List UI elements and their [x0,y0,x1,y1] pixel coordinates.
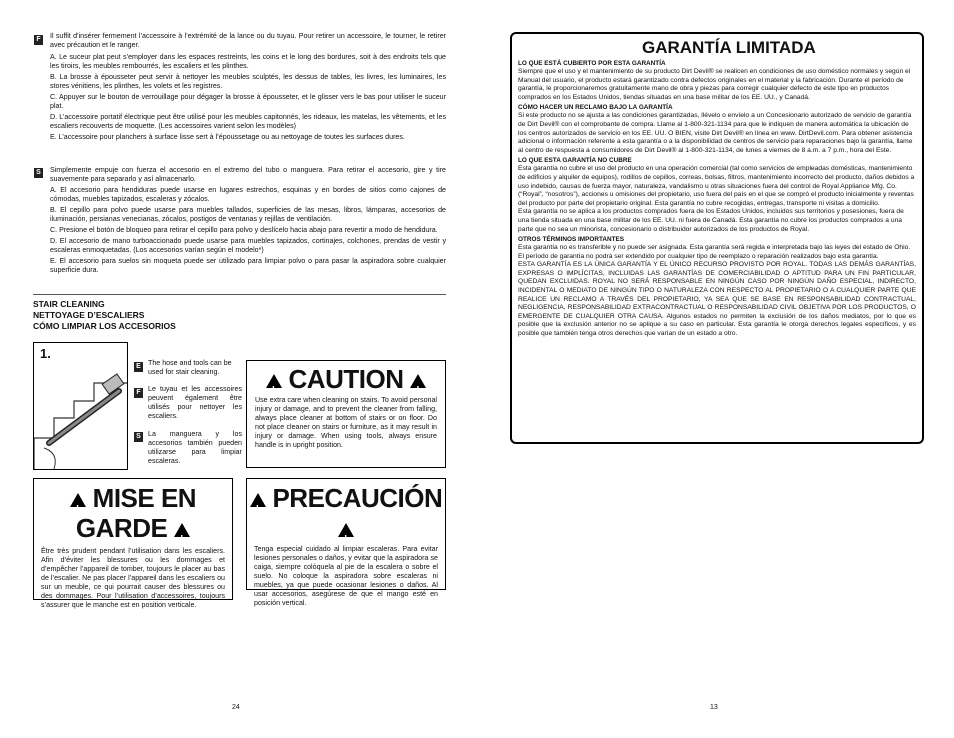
page-number-left: 24 [232,704,240,711]
french-item-d: D. L’accessoire portatif électrique peut être utilisé pour les meubles capitonnés, les rideaux, les matelas, les vêtements, et les escaliers recouverts de moquette. (Les accessoires varient selon les modèles) [50,113,446,130]
spanish-item-a: A. El accesorio para hendiduras puede usarse en lugares estrechos, esquinas y en bordes de sitios como cajones de cómodas, muebles tapizados, escaleras y zócalos. [50,186,446,203]
warranty-claim-body: Si este producto no se ajusta a las condiciones garantizadas, llévelo o envíelo a un Concesionario autorizado de servicio de garantía de Dirt Devil® con el comprobante de compra. Llame al 1-800-321-1134 para que le indiquen de manera automática la ubicación de los centros autorizados de servicio en los EE. UU. O BIEN, visite Dirt Devil® en línea en www. DirtDevil.com. Para obtener asistencia adicional o información referente a esta garantía o a la disponibilidad de centros de servicio para reparaciones bajo la garantía, llame al centro de respuesta a consumidores de Dirt Devil® al 1-800-321-1134, de lunes a viernes de 8 a.m. a 7 p.m., hora del Este. [518,112,913,154]
warning-triangle-icon [250,493,266,507]
warranty-covered-body: Siempre que el uso y el mantenimiento de su producto Dirt Devil® se realicen en condiciones de uso doméstico normales y según el Manual del usuario, el producto estará garantizado contra defectos originales en el material y la fabricación. Durante el período de garantía, le proporcionaremos gratuitamente mano de obra y piezas para corregir cualquier defecto de este tipo en productos comprados en los Estados Unidos, tiendas situadas en una base militar de los EE. UU., y Canadá. [518,68,911,101]
french-accessories-text [50,32,446,144]
precaucion-body: Tenga especial cuidado al limpiar escaleras. Para evitar lesiones personales o daños, y evitar que la aspiradora se caiga, siempre colóquela al pie de la escalera o sobre el suelo. No coloque la aspiradora sobre escaleras ni muebles, ya que puede ocasionar lesiones o daños. Al usar accesorios, asegúrese de que el mango esté en posición vertical. [254,545,438,607]
mise-en-garde-title: MISE EN GARDE [75,483,197,543]
stair-cleaning-illustration [34,343,127,469]
mise-en-garde-body: Être très prudent pendant l’utilisation dans les escaliers. Afin d’éviter les blessures ou les dommages et d’empêcher l’appareil de tomber, toujours le placer au bas de l’escalier. Ne pas placer l’appareil dans les escaliers ou sur un meuble, ce qui pourrait causer des blessures ou des dommages. Pour l’utilisation d’accessoires, toujours s’assurer que le manche est en position verticale. [41,547,225,609]
spanish-item-e: E. El accesorio para suelos sin moqueta puede ser utilizado para limpiar polvo o para pasar la aspiradora sobre cualquier superficie dura. [50,257,446,274]
mise-en-garde-box [33,478,233,609]
warning-triangle-icon [70,493,86,507]
page-number-right: 13 [710,704,718,711]
caption-english: The hose and tools can be used for stair cleaning. [148,359,232,376]
caption-spanish: La manguera y los accesorios también pueden utilizarse para limpiar escaleras. [148,430,242,465]
warranty-not-covered-body-2: Esta garantía no se aplica a los productos comprados fuera de los Estados Unidos, incluidos sus territorios y posesiones, fuera de una tienda situada en una base militar de los EE. UU. ni fuera de Canadá. Esta garantía no cubre los productos comprados a una parte que no sea un minorista, concesionario o distribuidor autorizados de los productos de Royal. [518,208,904,233]
spanish-accessories-text [50,166,446,277]
spanish-item-d: D. El accesorio de mano turboaccionado puede usarse para muebles tapizados, cortinajes, colchones, prendas de vestir y escaleras enmoquetadas. (Los accesorios varían según el modelo*) [50,237,446,254]
lang-badge-spanish: S [34,168,43,178]
spanish-item-c: C. Presione el botón de bloqueo para retirar el cepillo para polvo y deslícelo hacia abajo para revertir a modo de hendidura. [50,226,438,234]
lang-badge-french: F [34,35,43,45]
caption-french: Le tuyau et les accessoires peuvent également être utilisés pour nettoyer les escaliers. [148,385,242,420]
french-item-a: A. Le suceur plat peut s’employer dans les espaces restreints, les coins et le long des bordures, soit à des endroits tels que les tiroirs, les meubles rembourrés, les escaliers et les plinthes. [50,53,446,70]
warranty-box [510,32,924,444]
warranty-exclusive-remedy: ESTA GARANTÍA ES LA ÚNICA GARANTÍA Y EL ÚNICO RECURSO PROVISTO POR ROYAL. TODAS LAS DEMÁS GARANTÍAS, EXPRESAS O IMPLÍCITAS, INCLUIDAS LAS GARANTÍAS DE COMERCIABILIDAD O APTITUD PARA UN FIN PARTICULAR, QUEDAN EXCLUIDAS. ROYAL NO SERÁ RESPONSABLE EN NINGÚN CASO POR NINGÚN DAÑO ESPECIAL, INDIRECTO, INCIDENTAL O MEDIATO DE NINGÚN TIPO O NATURALEZA CON RESPECTO AL PROPIETARIO O A CUALQUIER PARTE QUE REALICE UN RECLAMO A TRAVÉS DEL PROPIETARIO, YA SEA QUE SE BASE EN RESPONSABILIDAD CONTRACTUAL, NEGLIGENCIA, RESPONSABILIDAD EXTRACONTRACTUAL O RESPONSABILIDAD CIVIL OBJETIVA POR LOS PRODUCTOS, O EMERGENTE DE CUALQUIER OTRA CAUSA. Algunos estados no permiten la exclusión de los daños mediatos, por lo que es posible que la exclusión anterior no se aplique a su caso en particular. Esta garantía le otorga derechos legales específicos, y es posible que también tenga otros derechos que varían de un estado a otro. [518,261,916,338]
section-divider [33,294,446,295]
caution-box [246,360,446,468]
warranty-other-terms-body: Esta garantía no es transferible y no puede ser asignada. Esta garantía será regida e interpretada bajo las leyes del estado de Ohio. El período de garantía no podrá ser extendido por cualquier tipo de reemplazo o reparación realizados bajo esta garantía. [518,244,911,260]
lang-badge-spanish-caption: S [134,432,143,442]
warranty-claim-heading: CÓMO HACER UN RECLAMO BAJO LA GARANTÍA [518,104,673,112]
warning-triangle-icon [410,374,426,388]
warranty-other-terms-heading: OTROS TÉRMINOS IMPORTANTES [518,236,625,244]
french-item-b: B. La brosse à épousseter peut servir à nettoyer les meubles sculptés, les dessus de tables, les livres, les luminaires, les stores vénitiens, les plinthes, les volets et les registres. [50,73,446,90]
heading-stair-cleaning: STAIR CLEANING [33,299,105,309]
warranty-not-covered-heading: LO QUE ESTA GARANTÍA NO CUBRE [518,157,632,165]
caution-heading [247,364,445,394]
warning-triangle-icon [174,523,190,537]
lang-badge-english: E [134,362,143,372]
french-item-e: E. L’accessoire pour planchers à surface lisse sert à l’époussetage ou au nettoyage de toutes les surfaces dures. [50,133,405,141]
warning-triangle-icon [266,374,282,388]
caution-body: Use extra care when cleaning on stairs. To avoid personal injury or damage, and to prevent the cleaner from falling, always place cleaner at bottom of stairs or on floor. Do not place cleaner on stairs or furniture, as it may result in injury or damage. When using tools, always ensure handle is in upright position. [255,396,437,449]
spanish-item-b: B. El cepillo para polvo puede usarse para muebles tallados, superficies de las mesas, libros, lámparas, accesorios de iluminación, persianas venecianas, zócalos, postigos de ventanas y rejillas de ventilación. [50,206,446,223]
heading-como-limpiar: CÓMO LIMPIAR LOS ACCESORIOS [33,321,176,331]
stair-cleaning-figure [33,342,128,470]
stair-cleaning-headings [33,299,176,332]
french-item-c: C. Appuyer sur le bouton de verrouillage pour dégager la brosse à épousseter, et le glisser vers le bas pour utiliser le suceur plat. [50,93,446,110]
caution-title: CAUTION [288,364,404,394]
french-intro: Il suffit d’insérer fermement l’accessoire à l’extrémité de la lance ou du tuyau. Pour retirer un accessoire, le tourner, le retirer avec précaution et le ranger. [50,32,446,49]
warranty-covered-heading: LO QUE ESTÁ CUBIERTO POR ESTA GARANTÍA [518,60,666,67]
precaucion-title: PRECAUCIÓN [272,483,443,513]
figure-number: 1. [40,346,51,361]
warranty-not-covered-body: Esta garantía no cubre el uso del producto en una operación comercial (tal como servicios de empleadas domésticas, mantenimiento de edificios y alquiler de equipos), rodillos de cepillos, correas, bolsas, filtros, mantenimiento incorrecto del producto, daños debidos a uso indebido, causas de fuerza mayor, naturaleza, vandalismo u otras situaciones fuera del control de Royal Appliance Mfg. Co. (“Royal”, “nosotros”), acciones u omisiones del propietario, uso fuera del país en el que se compró el producto inicialmente y reventas del producto por parte del propietario original. Esta garantía no cubre recogidas, entregas, transporte ni visitas a domicilio. [518,165,915,207]
heading-nettoyage-escaliers: NETTOYAGE D’ESCALIERS [33,310,145,320]
spanish-intro: Simplemente empuje con fuerza el accesorio en el extremo del tubo o manguera. Para retirar el accesorio, gire y tire suavemente para separarlo y así almacenarlo. [50,166,446,183]
precaucion-heading [247,483,445,543]
mise-en-garde-heading [34,483,232,543]
warning-triangle-icon [338,523,354,537]
lang-badge-french-caption: F [134,388,143,398]
warranty-title: GARANTÍA LIMITADA [642,38,816,57]
precaucion-box [246,478,446,607]
